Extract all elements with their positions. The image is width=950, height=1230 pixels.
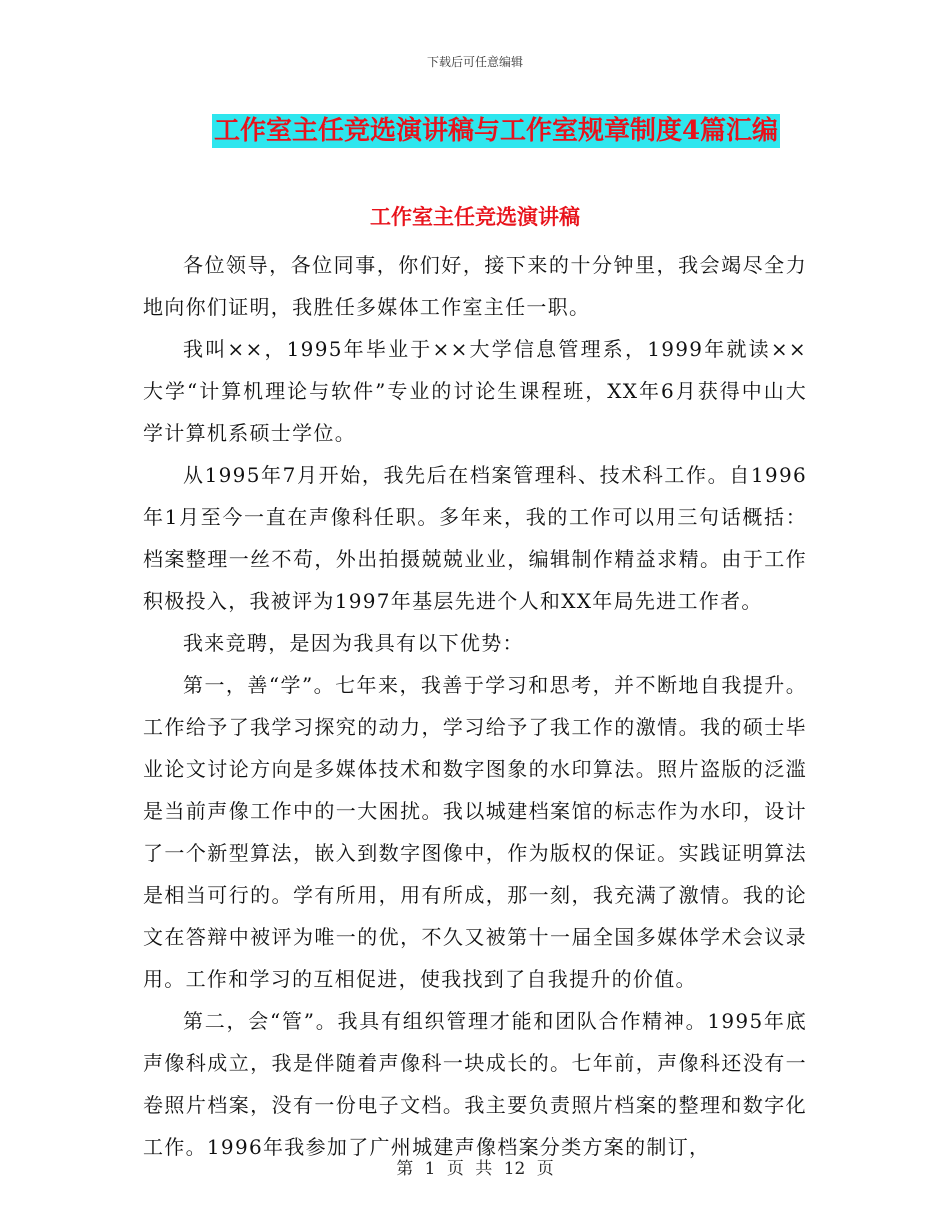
main-title-container <box>0 114 950 148</box>
paragraph: 我来竞聘，是因为我具有以下优势： <box>183 631 524 655</box>
page-number: 第 1 页 共 12 页 <box>396 1159 554 1179</box>
paragraph: 从1995年7月开始，我先后在档案管理科、技术科工作。自1996年1月至今一直在声像科任职。多年来，我的工作可以用三句话概括：档案整理一丝不苟，外出拍摄兢兢业业，编辑制作精益求精。由于工作积极投入，我被评为1997年基层先进个人和XX年局先进工作者。 <box>143 463 807 613</box>
paragraph: 我叫××，1995年毕业于××大学信息管理系，1999年就读××大学“计算机理论与软件”专业的讨论生课程班，XX年6月获得中山大学计算机系硕士学位。 <box>143 337 807 445</box>
paragraph: 第二，会“管”。我具有组织管理才能和团队合作精神。1995年底声像科成立，我是伴随着声像科一块成长的。七年前，声像科还没有一卷照片档案，没有一份电子文档。我主要负责照片档案的整理和数字化工作。1996年我参加了广州城建声像档案分类方案的制订， <box>143 1009 807 1159</box>
document-body <box>143 244 807 1168</box>
header-note: 下载后可任意编辑 <box>426 55 523 69</box>
paragraph: 各位领导，各位同事，你们好，接下来的十分钟里，我会竭尽全力地向你们证明，我胜任多媒体工作室主任一职。 <box>143 253 807 319</box>
main-title: 工作室主任竞选演讲稿与工作室规章制度4篇汇编 <box>213 116 779 146</box>
paragraph: 第一，善“学”。七年来，我善于学习和思考，并不断地自我提升。工作给予了我学习探究的动力，学习给予了我工作的激情。我的硕士毕业论文讨论方向是多媒体技术和数字图象的水印算法。照片盗版的泛滥是当前声像工作中的一大困扰。我以城建档案馆的标志作为水印，设计了一个新型算法，嵌入到数字图像中，作为版权的保证。实践证明算法是相当可行的。学有所用，用有所成，那一刻，我充满了激情。我的论文在答辩中被评为唯一的优，不久又被第十一届全国多媒体学术会议录用。工作和学习的互相促进，使我找到了自我提升的价值。 <box>143 673 807 991</box>
section-title: 工作室主任竞选演讲稿 <box>370 204 580 229</box>
